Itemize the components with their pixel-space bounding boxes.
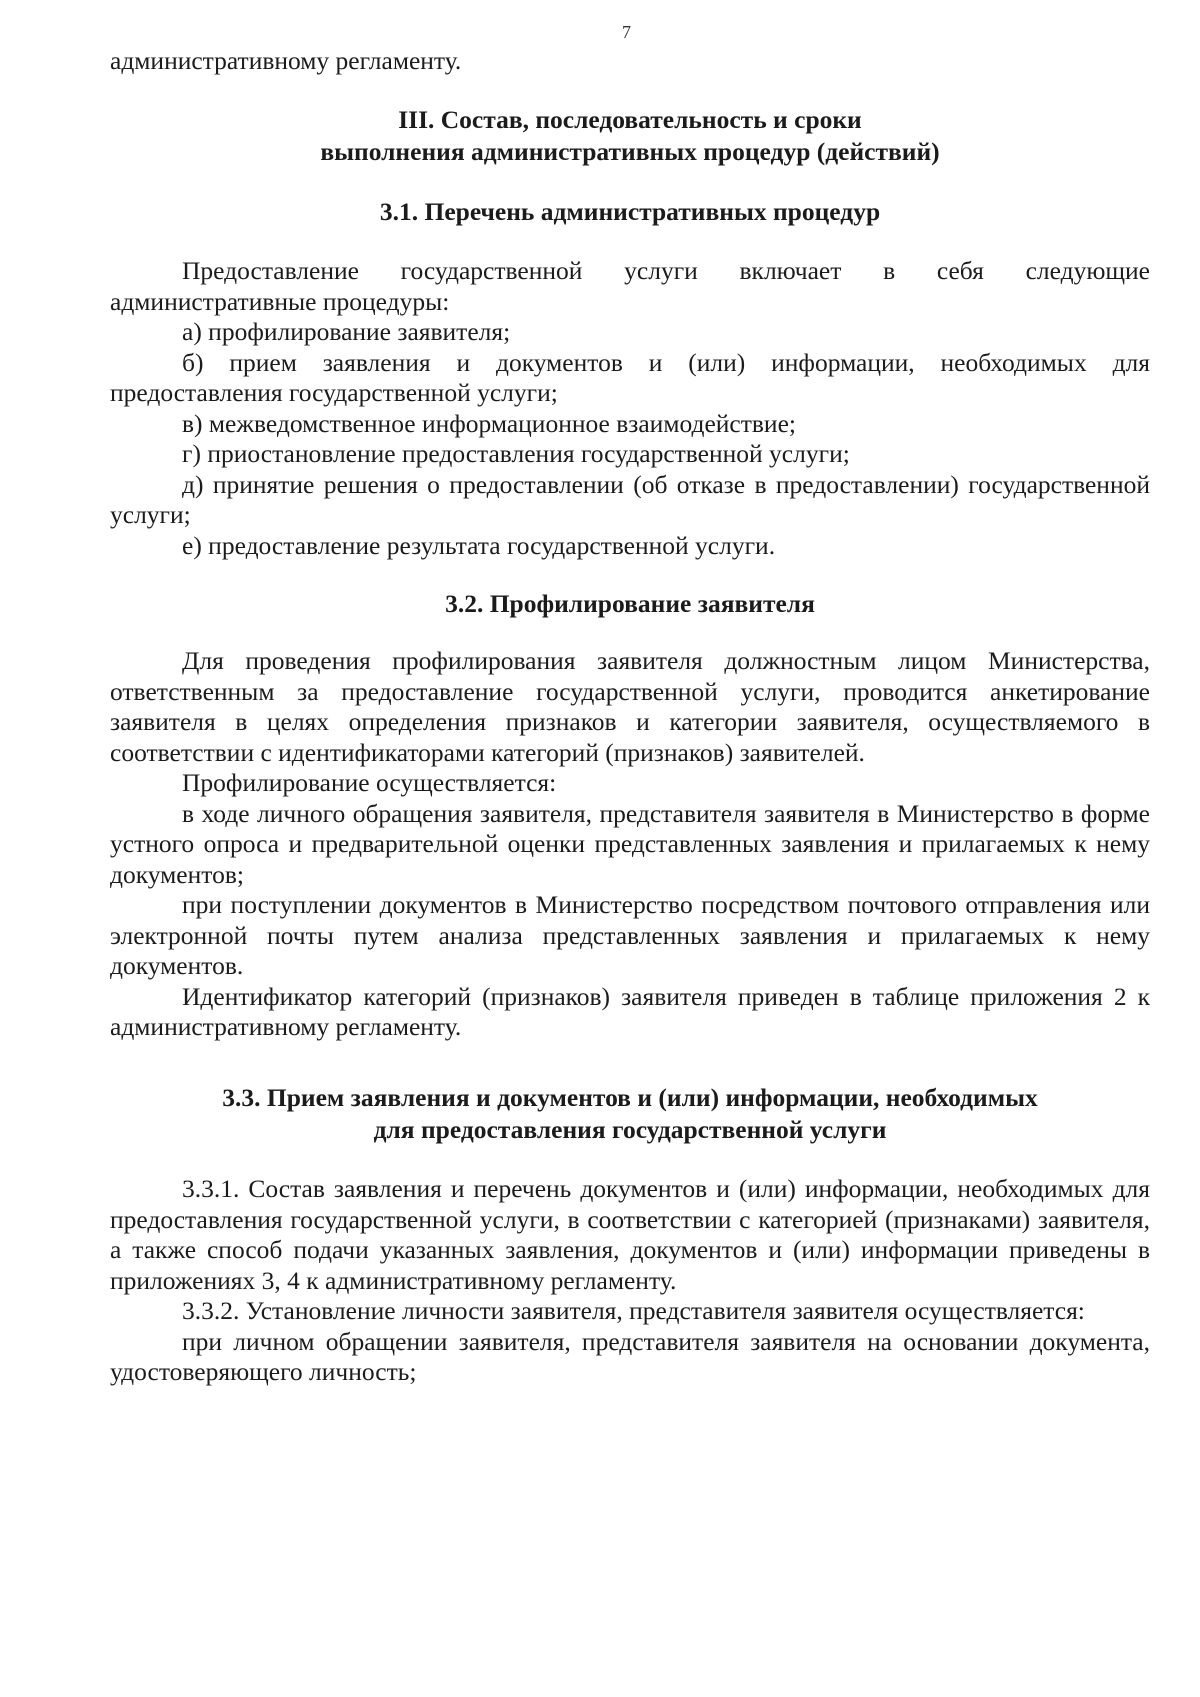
subsection-3-3-title-line-1: 3.3. Прием заявления и документов и (или) информации, необходимых [222, 1083, 1038, 1112]
subsection-3-2-heading [110, 588, 1150, 620]
paragraph: Профилирование осуществляется: [182, 768, 557, 797]
carry-over-text: административному регламенту. [110, 46, 462, 75]
paragraph: Идентификатор категорий (признаков) заявителя приведен в таблице приложения 2 к административному регламенту. [110, 981, 1150, 1041]
subsection-3-1-title: 3.1. Перечень административных процедур [379, 197, 881, 226]
paragraph: при поступлении документов в Министерство посредством почтового отправления или электронной почты путем анализа представленных заявления и прилагаемых к нему документов. [110, 890, 1150, 980]
subsection-3-3-title-line-2: для предоставления государственной услуги [373, 1115, 887, 1144]
section-3-heading [110, 104, 1150, 168]
list-item: д) принятие решения о предоставлении (об отказе в предоставлении) государственной услуги; [110, 469, 1150, 529]
subsection-3-3-heading [110, 1082, 1150, 1146]
paragraph: при личном обращении заявителя, представителя заявителя на основании документа, удостоверяющего личность; [110, 1326, 1150, 1386]
list-item: в) межведомственное информационное взаимодействие; [182, 408, 796, 438]
subsection-3-2-title: 3.2. Профилирование заявителя [445, 589, 815, 618]
subsection-3-3-body [110, 1174, 1150, 1388]
list-item: а) профилирование заявителя; [182, 317, 511, 346]
subsection-3-1-body [110, 256, 1150, 561]
section-3-title-line-1: III. Состав, последовательность и сроки [398, 105, 862, 134]
paragraph: 3.3.1. Состав заявления и перечень документов и (или) информации, необходимых для предоставления государственной услуги, в соответствии с категорией (признаками) заявителя, а также способ подачи указанных заявления, документов и (или) информации приведены в приложениях 3, 4 к административному регламенту. [110, 1174, 1150, 1295]
paragraph: Предоставление государственной услуги включает в себя следующие административные процедуры: [110, 256, 1150, 316]
list-item: б) прием заявления и документов и (или) информации, необходимых для предоставления государственной услуги; [110, 347, 1150, 407]
subsection-3-1-heading [110, 196, 1150, 228]
paragraph: 3.3.2. Установление личности заявителя, представителя заявителя осуществляется: [182, 1296, 1085, 1325]
paragraph: Для проведения профилирования заявителя должностным лицом Министерства, ответственным за предоставление государственной услуги, проводится анкетирование заявителя в целях определения признаков и категории заявителя, осуществляемого в соответствии с идентификаторами категорий (признаков) заявителей. [110, 646, 1150, 767]
subsection-3-2-body [110, 646, 1150, 1043]
section-3-title-line-2: выполнения административных процедур (действий) [320, 137, 940, 166]
list-item: е) предоставление результата государственной услуги. [182, 530, 776, 560]
page-number: 7 [622, 22, 631, 42]
paragraph: в ходе личного обращения заявителя, представителя заявителя в Министерство в форме устного опроса и предварительной оценки представленных заявления и прилагаемых к нему документов; [110, 798, 1150, 889]
list-item: г) приостановление предоставления государственной услуги; [182, 439, 850, 468]
